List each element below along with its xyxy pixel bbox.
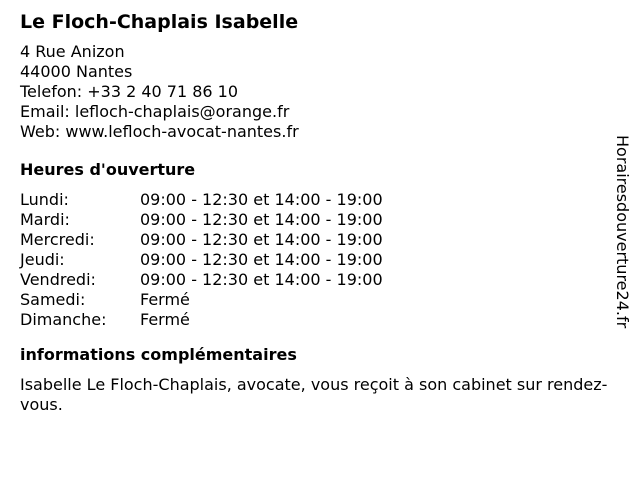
site-watermark: Horairesdouverture24.fr xyxy=(613,135,632,329)
hours-day: Vendredi: xyxy=(20,270,96,289)
hours-row xyxy=(20,290,610,310)
hours-day: Mercredi: xyxy=(20,230,95,249)
street-address: 4 Rue Anizon xyxy=(20,42,125,61)
hours-day: Jeudi: xyxy=(20,250,65,269)
hours-row xyxy=(20,250,610,270)
city-address: 44000 Nantes xyxy=(20,62,133,81)
hours-row xyxy=(20,270,610,290)
hours-day: Samedi: xyxy=(20,290,86,309)
additional-info-text: Isabelle Le Floch-Chaplais, avocate, vous reçoit à son cabinet sur rendez-vous. xyxy=(20,375,608,414)
opening-hours-table xyxy=(20,190,610,330)
hours-row xyxy=(20,190,610,210)
hours-time: 09:00 - 12:30 et 14:00 - 19:00 xyxy=(140,250,383,269)
hours-day: Dimanche: xyxy=(20,310,107,329)
business-card xyxy=(20,10,610,415)
hours-time: 09:00 - 12:30 et 14:00 - 19:00 xyxy=(140,270,383,289)
hours-time: 09:00 - 12:30 et 14:00 - 19:00 xyxy=(140,230,383,249)
hours-time: 09:00 - 12:30 et 14:00 - 19:00 xyxy=(140,210,383,229)
hours-time: 09:00 - 12:30 et 14:00 - 19:00 xyxy=(140,190,383,209)
hours-time: Fermé xyxy=(140,310,190,329)
hours-row xyxy=(20,230,610,250)
additional-info-heading: informations complémentaires xyxy=(20,345,297,364)
hours-row xyxy=(20,310,610,330)
phone-number[interactable]: Telefon: +33 2 40 71 86 10 xyxy=(20,82,239,101)
hours-day: Mardi: xyxy=(20,210,70,229)
website-link[interactable]: Web: www.lefloch-avocat-nantes.fr xyxy=(20,122,299,141)
contact-block xyxy=(20,42,610,142)
hours-day: Lundi: xyxy=(20,190,69,209)
hours-row xyxy=(20,210,610,230)
business-name: Le Floch-Chaplais Isabelle xyxy=(20,11,299,33)
opening-hours-heading: Heures d'ouverture xyxy=(20,160,196,179)
hours-time: Fermé xyxy=(140,290,190,309)
email-address[interactable]: Email: lefloch-chaplais@orange.fr xyxy=(20,102,290,121)
